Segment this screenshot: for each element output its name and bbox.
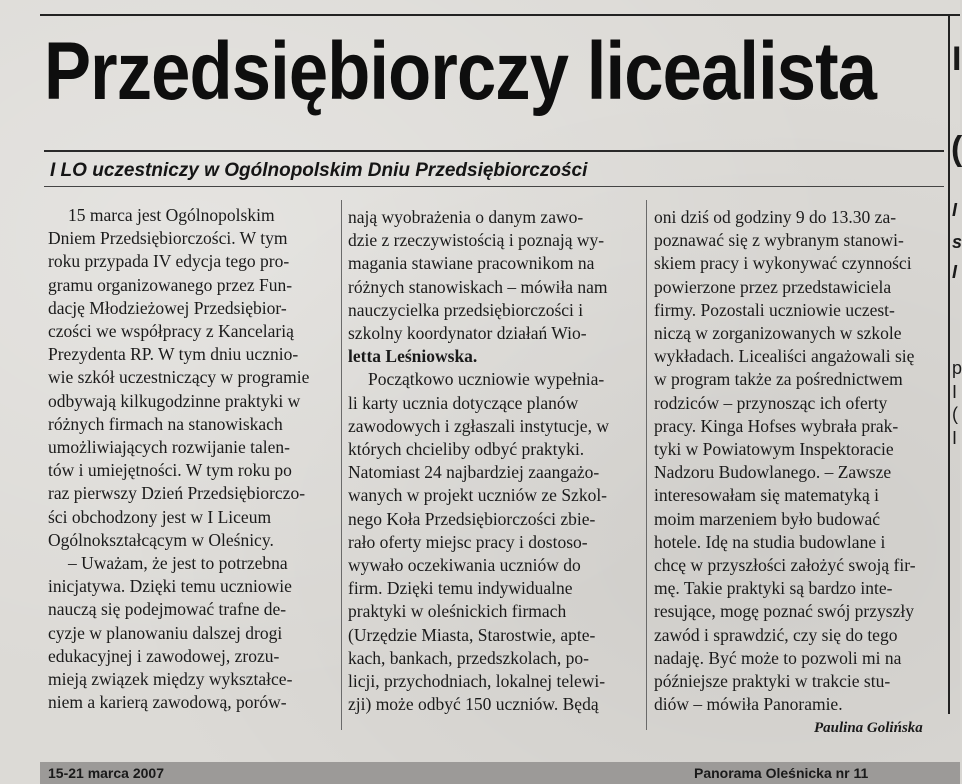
text-line: wykładach. Licealiści angażowali się [654, 346, 915, 367]
text-line: – Uważam, że jest to potrzebna [68, 553, 288, 574]
text-line: li karty ucznia dotyczące planów [348, 392, 579, 413]
subheadline-rule [44, 186, 944, 187]
text-line: późniejsze praktyki w trakcie stu- [654, 671, 891, 692]
text-line: praktyki w oleśnickich firmach [348, 601, 567, 622]
text-line: Nadzoru Budowlanego. – Zawsze [654, 462, 892, 483]
text-line: tyki w Powiatowym Inspektoracie [654, 439, 894, 460]
text-line: niczą w zorganizowanych w szkole [654, 323, 902, 344]
text-line: odbywają kilkugodzinne praktyki w [48, 390, 301, 411]
text-line: raz pierwszy Dzień Przedsiębiorczo- [48, 483, 306, 504]
text-line: (Urzędzie Miasta, Starostwie, aptе- [348, 624, 596, 645]
text-line: diów – mówiła Panoramie. [654, 694, 843, 715]
text-line: różnych firmach na stanowiskach [48, 413, 283, 434]
text-line: skiem pracy i wykonywać czynności [654, 253, 912, 274]
adjacent-article-letter: s [952, 232, 962, 252]
adjacent-article-letter: I [952, 428, 958, 448]
text-line: wanych w projekt uczniów ze Szkol- [348, 485, 608, 506]
text-line: nadaję. Być może to pozwoli mi na [654, 647, 902, 668]
text-line: rodziców – przynosząc ich oferty [654, 392, 888, 413]
text-line: firm. Dzięki temu indywidualne [348, 578, 573, 599]
text-line: zawodowych i zgłaszali instytucje, w [348, 415, 609, 436]
text-line: pracy. Kinga Hofses wybrała prak- [654, 415, 899, 436]
text-line: roku przypada IV edycja tego pro- [48, 251, 290, 272]
text-line: tów i umiejętności. W tym roku po [48, 460, 292, 481]
text-line: poznawać się z wybranym stanowi- [654, 230, 904, 251]
text-line: licji, przychodniach, lokalnej telewi- [348, 671, 606, 692]
article-subheadline: I LO uczestniczy w Ogólnopolskim Dniu Przedsiębiorczości [50, 160, 588, 181]
text-line: nają wyobrażenia o danym zawo- [348, 207, 584, 227]
text-line: mieją związek między wykształce- [48, 669, 293, 690]
column-separator [646, 200, 647, 730]
text-line: niem a karierą zawodową, porów- [48, 692, 287, 713]
text-line: ści obchodzony jest w I Liceum [48, 506, 272, 527]
article-column-2 [348, 206, 640, 716]
adjacent-article-letter: ( [952, 404, 958, 424]
text-line: różnych stanowiskach – mówiła nam [348, 276, 608, 297]
text-line: umożliwiających rozwijanie talen- [48, 437, 290, 458]
text-line: interesowałam się matematyką i [654, 485, 879, 506]
text-line: cyzje w planowaniu dalszej drogi [48, 622, 283, 643]
article-column-3 [654, 206, 942, 716]
text-line: mę. Takie praktyki są bardzo inte- [654, 578, 893, 599]
text-line: nauczycielka przedsiębiorczości i [348, 299, 584, 320]
article-author: Paulina Golińska [814, 720, 923, 736]
text-line: Natomiast 24 najbardziej zaangażo- [348, 462, 600, 483]
column-separator [341, 200, 342, 730]
text-line: w program także za pośrednictwem [654, 369, 903, 390]
text-line: nego Koła Przedsiębiorczości zbie- [348, 508, 596, 529]
text-line: Prezydenta RP. W tym dniu ucznio- [48, 344, 299, 365]
adjacent-article-letter: ( [951, 130, 962, 168]
adjacent-article-letter: I [952, 382, 958, 402]
top-rule [40, 14, 960, 16]
text-line: Początkowo uczniowie wypełnia- [368, 369, 605, 390]
text-line: gramu organizowanego przez Fun- [48, 274, 293, 295]
adjacent-article-letter: I [952, 40, 962, 78]
text-line: dzie z rzeczywistością i poznają wy- [348, 230, 605, 251]
text-line: czości we współpracy z Kancelarią [48, 321, 294, 342]
text-line: kach, bankach, przedszkolach, po- [348, 647, 590, 668]
text-line: edukacyjnej i zawodowej, zrozu- [48, 645, 280, 666]
adjacent-article-letter: p [952, 358, 962, 378]
text-line: dację Młodzieżowej Przedsiębior- [48, 297, 287, 318]
text-line: hotele. Idę na studia budowlane i [654, 531, 886, 552]
adjacent-article-letter: I [952, 200, 958, 220]
right-column-edge [948, 14, 950, 714]
footer-date: 15-21 marca 2007 [48, 765, 164, 781]
text-line: chcę w przyszłości założyć swoją fir- [654, 555, 916, 576]
text-line: nauczą się podejmować trafne de- [48, 599, 287, 620]
text-line: wywało oczekiwania uczniów do [348, 555, 581, 576]
text-line: powierzone przez przedstawiciela [654, 276, 892, 297]
adjacent-article-letter: I [952, 262, 958, 282]
text-line: zawód i sprawdzić, czy się do tego [654, 624, 898, 645]
headline-rule [44, 150, 944, 152]
text-line: inicjatywa. Dzięki temu uczniowie [48, 576, 292, 597]
text-line: rało oferty miejsc pracy i dostoso- [348, 531, 588, 552]
text-line: Dniem Przedsiębiorczości. W tym [48, 228, 288, 249]
text-line: Ogólnokształcącym w Oleśnicy. [48, 529, 274, 550]
article-headline: Przedsiębiorczy licealista [44, 26, 877, 117]
footer-publication: Panorama Oleśnicka nr 11 [694, 765, 869, 781]
text-line: wie szkół uczestniczący w programie [48, 367, 310, 388]
text-line: oni dziś od godziny 9 do 13.30 za- [654, 207, 897, 227]
article-column-1 [48, 204, 335, 714]
text-line: 15 marca jest Ogólnopolskim [68, 205, 275, 225]
text-line: firmy. Pozostali uczniowie uczest- [654, 299, 895, 320]
text-line: magania stawiane pracownikom na [348, 253, 595, 274]
text-line: letta Leśniowska. [348, 346, 478, 367]
text-line: zji) może odbyć 150 uczniów. Będą [348, 694, 599, 715]
text-line: których chcieliby odbyć praktyki. [348, 439, 585, 460]
text-line: szkolny koordynator działań Wio- [348, 323, 587, 344]
text-line: resujące, mogę poznać swój przyszły [654, 601, 914, 622]
text-line: moim marzeniem było budować [654, 508, 880, 529]
